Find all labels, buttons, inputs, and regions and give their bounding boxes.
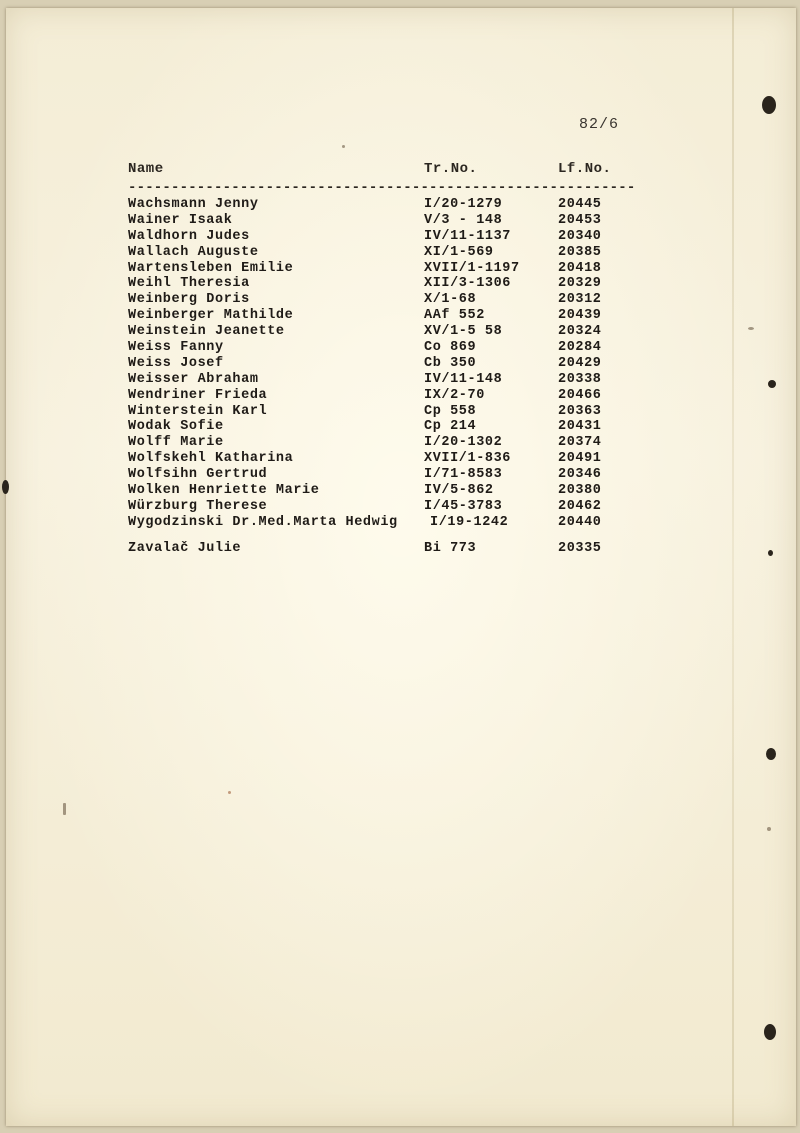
list-row bbox=[6, 276, 796, 292]
row-lf-no: 20431 bbox=[558, 419, 602, 435]
row-tr-no: I/19-1242 bbox=[430, 514, 509, 530]
row-name: Weihl Theresia bbox=[128, 276, 250, 292]
row-tr-no: Cp 558 bbox=[424, 403, 477, 419]
row-lf-no: 20466 bbox=[558, 387, 602, 403]
list-row bbox=[6, 261, 796, 277]
row-lf-no: 20324 bbox=[558, 324, 602, 340]
list-row bbox=[6, 419, 796, 435]
extra-name: Zavalač Julie bbox=[128, 541, 242, 556]
list-row bbox=[6, 324, 796, 340]
row-name: Wainer Isaak bbox=[128, 212, 233, 228]
row-tr-no: IV/5-862 bbox=[424, 483, 494, 499]
row-name: Weinstein Jeanette bbox=[128, 324, 285, 340]
row-lf-no: 20346 bbox=[558, 467, 602, 483]
row-name: Wachsmann Jenny bbox=[128, 197, 259, 212]
paper-speck bbox=[767, 827, 771, 831]
row-name: Wygodzinski Dr.Med.Marta Hedwig bbox=[128, 514, 398, 530]
row-lf-no: 20440 bbox=[558, 514, 602, 530]
column-header-tr-no: Tr.No. bbox=[424, 161, 478, 177]
row-name: Wolfsihn Gertrud bbox=[128, 467, 268, 483]
row-lf-no: 20340 bbox=[558, 228, 602, 244]
row-lf-no: 20429 bbox=[558, 355, 602, 371]
row-lf-no: 20491 bbox=[558, 451, 602, 467]
column-header-lf-no: Lf.No. bbox=[558, 161, 612, 177]
list-row bbox=[6, 388, 796, 404]
row-lf-no: 20418 bbox=[558, 260, 602, 276]
list-row bbox=[6, 483, 796, 499]
row-lf-no: 20312 bbox=[558, 292, 602, 308]
row-name: Weinberger Mathilde bbox=[128, 308, 294, 324]
list-row bbox=[6, 308, 796, 324]
row-name: Wolff Marie bbox=[128, 435, 224, 451]
row-tr-no: Cp 214 bbox=[424, 419, 477, 435]
list-row bbox=[6, 356, 796, 372]
name-list bbox=[6, 197, 796, 531]
document-page bbox=[6, 8, 796, 1126]
row-tr-no: I/20-1279 bbox=[424, 197, 503, 212]
extra-entry bbox=[6, 541, 796, 559]
list-row bbox=[6, 229, 796, 245]
paper-fold bbox=[732, 8, 734, 1126]
row-tr-no: I/71-8583 bbox=[424, 467, 503, 483]
paper-speck bbox=[342, 145, 345, 148]
row-tr-no: Cb 350 bbox=[424, 355, 477, 371]
row-tr-no: X/1-68 bbox=[424, 292, 477, 308]
list-row bbox=[6, 435, 796, 451]
list-row bbox=[6, 515, 796, 531]
binder-hole bbox=[766, 748, 776, 760]
list-row bbox=[6, 213, 796, 229]
list-row bbox=[6, 292, 796, 308]
row-name: Wallach Auguste bbox=[128, 244, 259, 260]
row-name: Wendriner Frieda bbox=[128, 387, 268, 403]
list-row bbox=[6, 372, 796, 388]
row-tr-no: AAf 552 bbox=[424, 308, 485, 324]
row-lf-no: 20462 bbox=[558, 498, 602, 514]
row-lf-no: 20284 bbox=[558, 340, 602, 356]
row-tr-no: XI/1-569 bbox=[424, 244, 494, 260]
binder-hole bbox=[768, 550, 773, 556]
row-name: Weinberg Doris bbox=[128, 292, 250, 308]
page-reference: 82/6 bbox=[579, 116, 620, 133]
row-name: Wolken Henriette Marie bbox=[128, 483, 320, 499]
row-name: Weiss Josef bbox=[128, 355, 224, 371]
binder-hole bbox=[762, 96, 776, 114]
row-lf-no: 20374 bbox=[558, 435, 602, 451]
row-tr-no: XII/3-1306 bbox=[424, 276, 512, 292]
row-tr-no: IV/11-148 bbox=[424, 371, 503, 387]
binder-hole bbox=[768, 380, 776, 388]
extra-tr-no: Bi 773 bbox=[424, 541, 477, 556]
paper-speck bbox=[748, 327, 754, 330]
list-row bbox=[6, 451, 796, 467]
row-lf-no: 20363 bbox=[558, 403, 602, 419]
row-tr-no: XVII/1-1197 bbox=[424, 260, 520, 276]
row-lf-no: 20380 bbox=[558, 483, 602, 499]
row-tr-no: IX/2-70 bbox=[424, 387, 485, 403]
row-name: Weisser Abraham bbox=[128, 371, 259, 387]
row-tr-no: V/3 - 148 bbox=[424, 212, 503, 228]
paper-speck bbox=[228, 791, 231, 794]
row-name: Winterstein Karl bbox=[128, 403, 268, 419]
row-name: Wartensleben Emilie bbox=[128, 260, 294, 276]
paper-speck bbox=[63, 803, 66, 815]
row-lf-no: 20338 bbox=[558, 371, 602, 387]
row-lf-no: 20453 bbox=[558, 212, 602, 228]
column-header-name: Name bbox=[128, 161, 164, 177]
binder-hole bbox=[2, 480, 9, 494]
list-row bbox=[6, 404, 796, 420]
row-tr-no: XVII/1-836 bbox=[424, 451, 512, 467]
list-row bbox=[6, 340, 796, 356]
list-row bbox=[6, 197, 796, 213]
row-lf-no: 20439 bbox=[558, 308, 602, 324]
row-name: Würzburg Therese bbox=[128, 498, 268, 514]
row-name: Wolfskehl Katharina bbox=[128, 451, 294, 467]
row-name: Weiss Fanny bbox=[128, 340, 224, 356]
list-row bbox=[6, 245, 796, 261]
row-name: Waldhorn Judes bbox=[128, 228, 250, 244]
row-lf-no: 20329 bbox=[558, 276, 602, 292]
row-lf-no: 20385 bbox=[558, 244, 602, 260]
row-lf-no: 20445 bbox=[558, 197, 602, 212]
row-tr-no: Co 869 bbox=[424, 340, 477, 356]
list-row bbox=[6, 499, 796, 515]
list-row bbox=[6, 467, 796, 483]
header-rule: ----------------------------------------------------------- bbox=[128, 180, 636, 196]
row-name: Wodak Sofie bbox=[128, 419, 224, 435]
row-tr-no: I/45-3783 bbox=[424, 498, 503, 514]
binder-hole bbox=[764, 1024, 776, 1040]
row-tr-no: IV/11-1137 bbox=[424, 228, 512, 244]
extra-lf-no: 20335 bbox=[558, 541, 602, 556]
row-tr-no: XV/1-5 58 bbox=[424, 324, 503, 340]
row-tr-no: I/20-1302 bbox=[424, 435, 503, 451]
